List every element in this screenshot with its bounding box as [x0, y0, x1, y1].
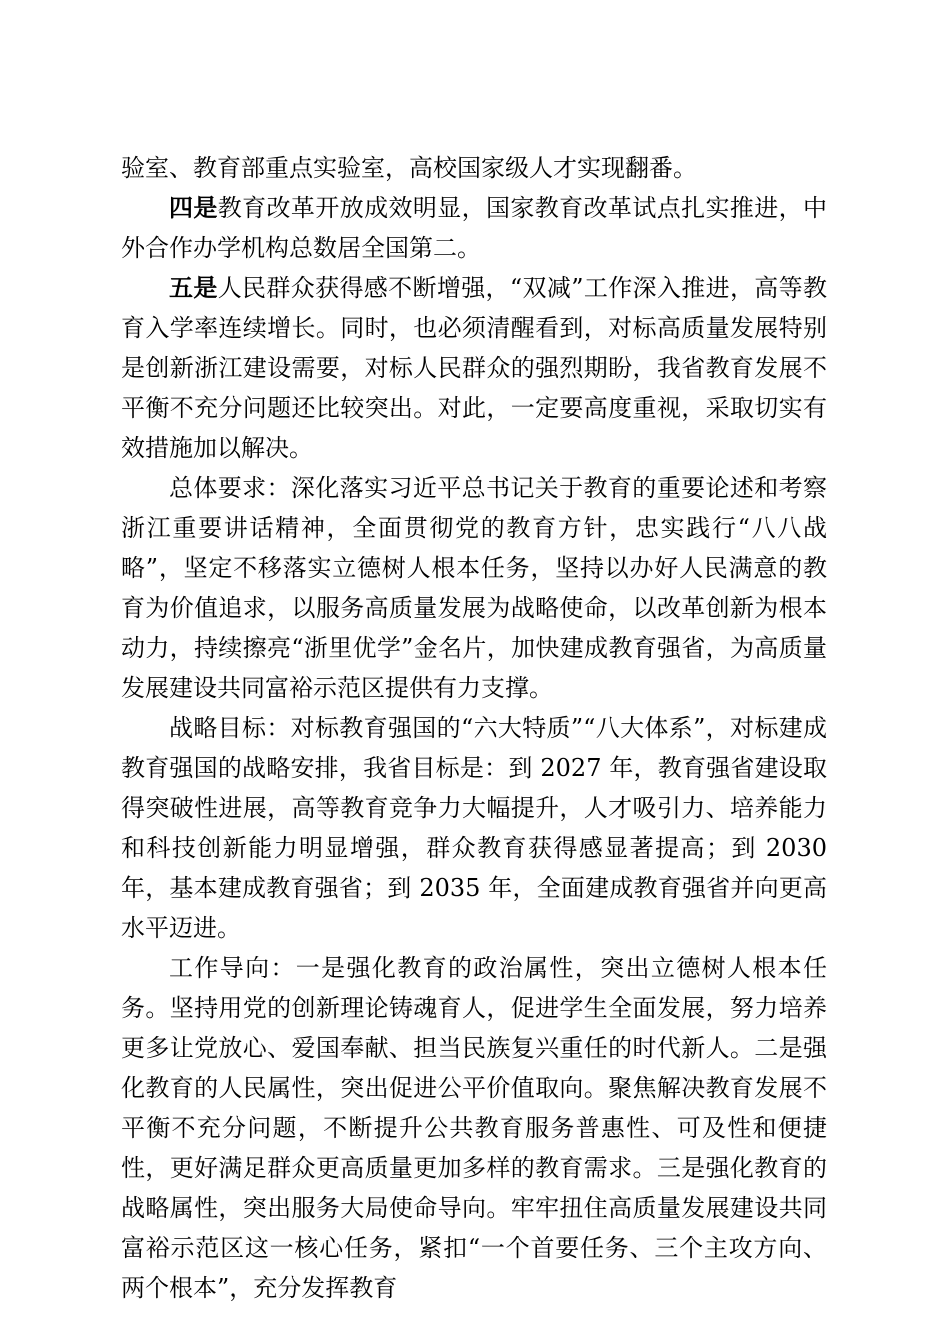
paragraph-work-orientation: 工作导向：一是强化教育的政治属性，突出立德树人根本任务。坚持用党的创新理论铸魂育人，促进学生全面发展，努力培养更多让党放心、爱国奉献、担当民族复兴重任的时代新人。二是强化教育的人民属性，突出促进公平价值取向。聚焦解决教育发展不平衡不充分问题，不断提升公共教育服务普惠性、可及性和便捷性，更好满足群众更高质量更加多样的教育需求。三是强化教育的战略属性，突出服务大局使命导向。牢牢扭住高质量发展建设共同富裕示范区这一核心任务，紧扣“一个首要任务、三个主攻方向、两个根本”，充分发挥教育	[121, 954, 827, 1302]
document-body	[121, 148, 827, 1308]
paragraph-fourth-point	[121, 188, 827, 268]
paragraph-fifth-point	[121, 268, 827, 468]
paragraph-strategic-goals: 战略目标：对标教育强国的“六大特质”“八大体系”，对标建成教育强国的战略安排，我省目标是：到 2027 年，教育强省建设取得突破性进展，高等教育竞争力大幅提升，人才吸引力、培养能力和科技创新能力明显增强，群众教育获得感显著提高；到 2030 年，基本建成教育强省；到 2035 年，全面建成教育强省并向更高水平迈进。	[121, 714, 827, 942]
paragraph-lead-fourth: 四是	[169, 193, 218, 222]
paragraph-text-fifth: 人民群众获得感不断增强，“双减”工作深入推进，高等教育入学率连续增长。同时，也必须清醒看到，对标高质量发展特别是创新浙江建设需要，对标人民群众的强烈期盼，我省教育发展不平衡不充分问题还比较突出。对此，一定要高度重视，采取切实有效措施加以解决。	[121, 274, 827, 462]
paragraph-overall-requirements: 总体要求：深化落实习近平总书记关于教育的重要论述和考察浙江重要讲话精神，全面贯彻党的教育方针，忠实践行“八八战略”，坚定不移落实立德树人根本任务，坚持以办好人民满意的教育为价值追求，以服务高质量发展为战略使命，以改革创新为根本动力，持续擦亮“浙里优学”金名片，加快建成教育强省，为高质量发展建设共同富裕示范区提供有力支撑。	[121, 474, 827, 702]
paragraph-continuation: 验室、教育部重点实验室，高校国家级人才实现翻番。	[121, 154, 697, 182]
paragraph-text-fourth: 教育改革开放成效明显，国家教育改革试点扎实推进，中外合作办学机构总数居全国第二。	[121, 194, 828, 262]
paragraph-lead-fifth: 五是	[169, 273, 218, 302]
